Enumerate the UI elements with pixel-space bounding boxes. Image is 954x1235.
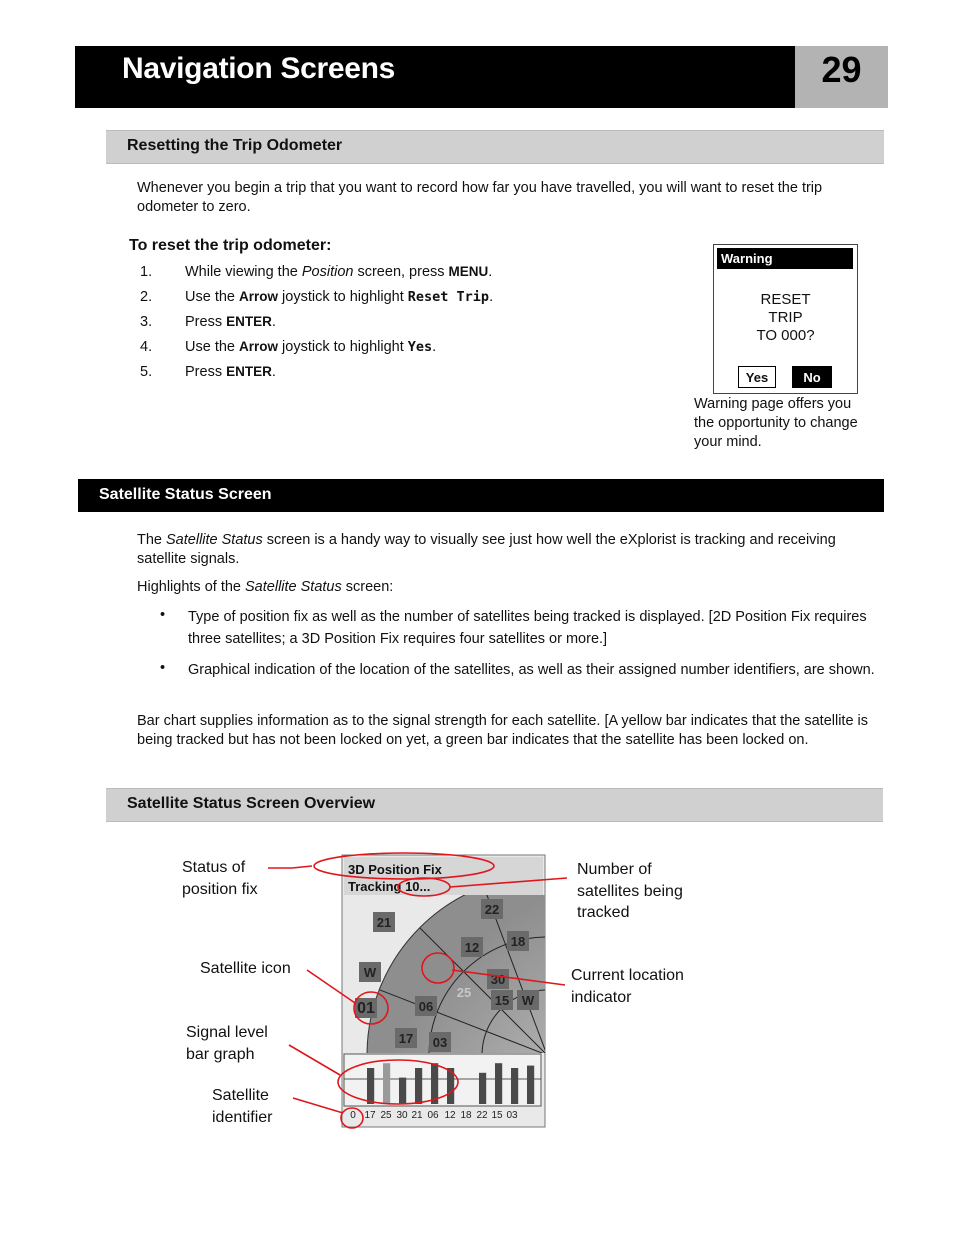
step-number: 4. <box>140 339 153 355</box>
satellite-label: W <box>521 993 535 1008</box>
satellite-label: 25 <box>456 985 472 1000</box>
yes-button[interactable]: Yes <box>738 366 776 388</box>
plain-text: . <box>489 289 494 305</box>
leader-line <box>450 878 567 887</box>
satellite-id-label: 06 <box>427 1110 439 1121</box>
step-number: 3. <box>140 314 153 330</box>
callout-line: Current location <box>571 967 684 984</box>
callout-line: indicator <box>571 988 632 1006</box>
satellite-id-label: 25 <box>380 1110 392 1121</box>
plain-text: screen: <box>341 579 394 595</box>
leader-line <box>268 866 312 868</box>
emphasis-text: ENTER <box>226 314 272 329</box>
plain-text: Press <box>185 364 227 380</box>
warning-line: TO 000? <box>756 327 815 344</box>
leader-line <box>289 1045 340 1075</box>
satellite-label: 17 <box>398 1031 414 1046</box>
emphasis-text: Arrow <box>239 289 279 304</box>
warning-line: RESET <box>760 291 811 308</box>
satellite-id-label: 18 <box>460 1110 472 1121</box>
device-tracking-status: Tracking 10... <box>348 879 431 894</box>
warning-header: Warning <box>717 248 853 269</box>
callout-line: position fix <box>182 880 258 898</box>
satellite-label: 15 <box>494 993 510 1008</box>
emphasis-text: Satellite Status <box>166 532 263 548</box>
emphasis-text: Satellite Status <box>245 579 342 595</box>
emphasis-text: ENTER <box>226 364 272 379</box>
caption-line: your mind. <box>694 434 762 450</box>
callout-line: identifier <box>212 1108 273 1126</box>
plain-text: screen is a handy way to visually see just how well the eXplorist is tracking and receiving satellite signals. <box>137 532 836 567</box>
step-number: 2. <box>140 289 153 305</box>
satellite-id-label: 03 <box>506 1110 518 1121</box>
plain-text: . <box>432 339 437 355</box>
satellite-label: 22 <box>484 902 500 917</box>
callout-line: Status of <box>182 859 246 876</box>
callout-line: satellites being <box>577 882 683 900</box>
plain-text: . <box>488 264 493 280</box>
device-fix-status: 3D Position Fix <box>348 862 442 877</box>
emphasis-text: Arrow <box>239 339 279 354</box>
step-number: 5. <box>140 364 153 380</box>
satellite-id-label: 22 <box>476 1110 488 1121</box>
leader-line <box>307 970 355 1003</box>
section-heading: Satellite Status Screen <box>99 486 272 503</box>
plain-text: The <box>137 532 167 548</box>
satellite-id-label: 0 <box>350 1110 356 1121</box>
emphasis-text: MENU <box>448 264 489 279</box>
callout-ring-bars <box>338 1060 458 1104</box>
callout-line: Signal level <box>186 1024 268 1041</box>
bullet-text: Type of position fix as well as the number of satellites being tracked is displayed. [2D Position Fix requires three satellites; a 3D Position Fix requires four satellites or more.] <box>188 609 867 647</box>
caption-line: Warning page offers you <box>694 396 852 412</box>
callout-ring-fix-status <box>314 853 494 879</box>
satellite-label: 12 <box>464 940 480 955</box>
satellite-id-label: 12 <box>444 1110 456 1121</box>
satellite-label: 01 <box>357 1000 375 1017</box>
satellite-id-label: 17 <box>364 1110 376 1121</box>
callout-line: Satellite <box>212 1087 269 1104</box>
satellite-label: 18 <box>510 934 526 949</box>
plain-text: joystick to highlight <box>278 289 408 305</box>
plain-text: Use the <box>185 289 239 305</box>
leader-line <box>293 1098 343 1113</box>
plain-text: Highlights of the <box>137 579 246 595</box>
satellite-label: W <box>363 965 377 980</box>
callout-ring-satellite <box>354 992 388 1024</box>
emphasis-text: Yes <box>407 339 433 355</box>
callout-line: Satellite icon <box>200 960 291 977</box>
plain-text: While viewing the <box>185 264 302 280</box>
leader-line <box>452 970 565 985</box>
intro-paragraph: Whenever you begin a trip that you want to record how far you have travelled, you will want to reset the trip odometer to zero. <box>137 180 823 215</box>
satellite-id-label: 21 <box>411 1110 423 1121</box>
caption-line: the opportunity to change <box>694 415 858 431</box>
emphasis-text: Reset Trip <box>407 289 490 305</box>
callout-ring-tracking <box>398 878 450 896</box>
plain-text: Press <box>185 314 227 330</box>
section-heading: Satellite Status Screen Overview <box>127 795 376 812</box>
emphasis-text: Position <box>301 264 354 280</box>
page-title: Navigation Screens <box>122 52 396 85</box>
callout-ring-id <box>341 1108 363 1128</box>
bullet-symbol: • <box>160 607 166 623</box>
plain-text: Use the <box>185 339 239 355</box>
satellite-label: 30 <box>490 972 506 987</box>
warning-line: TRIP <box>768 309 803 326</box>
satellite-id-label: 30 <box>396 1110 408 1121</box>
plain-text: joystick to highlight <box>278 339 408 355</box>
step-number: 1. <box>140 264 153 280</box>
bullet-symbol: • <box>160 660 166 676</box>
plain-text: screen, press <box>353 264 449 280</box>
page-number: 29 <box>821 49 862 90</box>
satellite-label: 21 <box>376 915 392 930</box>
callout-line: Number of <box>577 861 652 878</box>
bullet-text: Graphical indication of the location of the satellites, as well as their assigned number identifiers, are shown. <box>188 662 875 678</box>
satellite-label: 06 <box>418 999 434 1014</box>
satellite-label: 03 <box>432 1035 448 1050</box>
plain-text: . <box>271 314 276 330</box>
callout-ring-location <box>422 953 454 983</box>
bar-chart-paragraph: Bar chart supplies information as to the signal strength for each satellite. [A yellow bar indicates that the satellite is being tracked but has not been locked on yet, a green bar indicates that the satellite has been locked on. <box>137 713 869 748</box>
callout-line: bar graph <box>186 1045 255 1063</box>
no-button[interactable]: No <box>792 366 832 388</box>
callout-line: tracked <box>577 904 630 921</box>
steps-heading: To reset the trip odometer: <box>129 237 332 254</box>
satellite-id-label: 15 <box>491 1110 503 1121</box>
plain-text: . <box>271 364 276 380</box>
section-heading: Resetting the Trip Odometer <box>127 137 343 154</box>
